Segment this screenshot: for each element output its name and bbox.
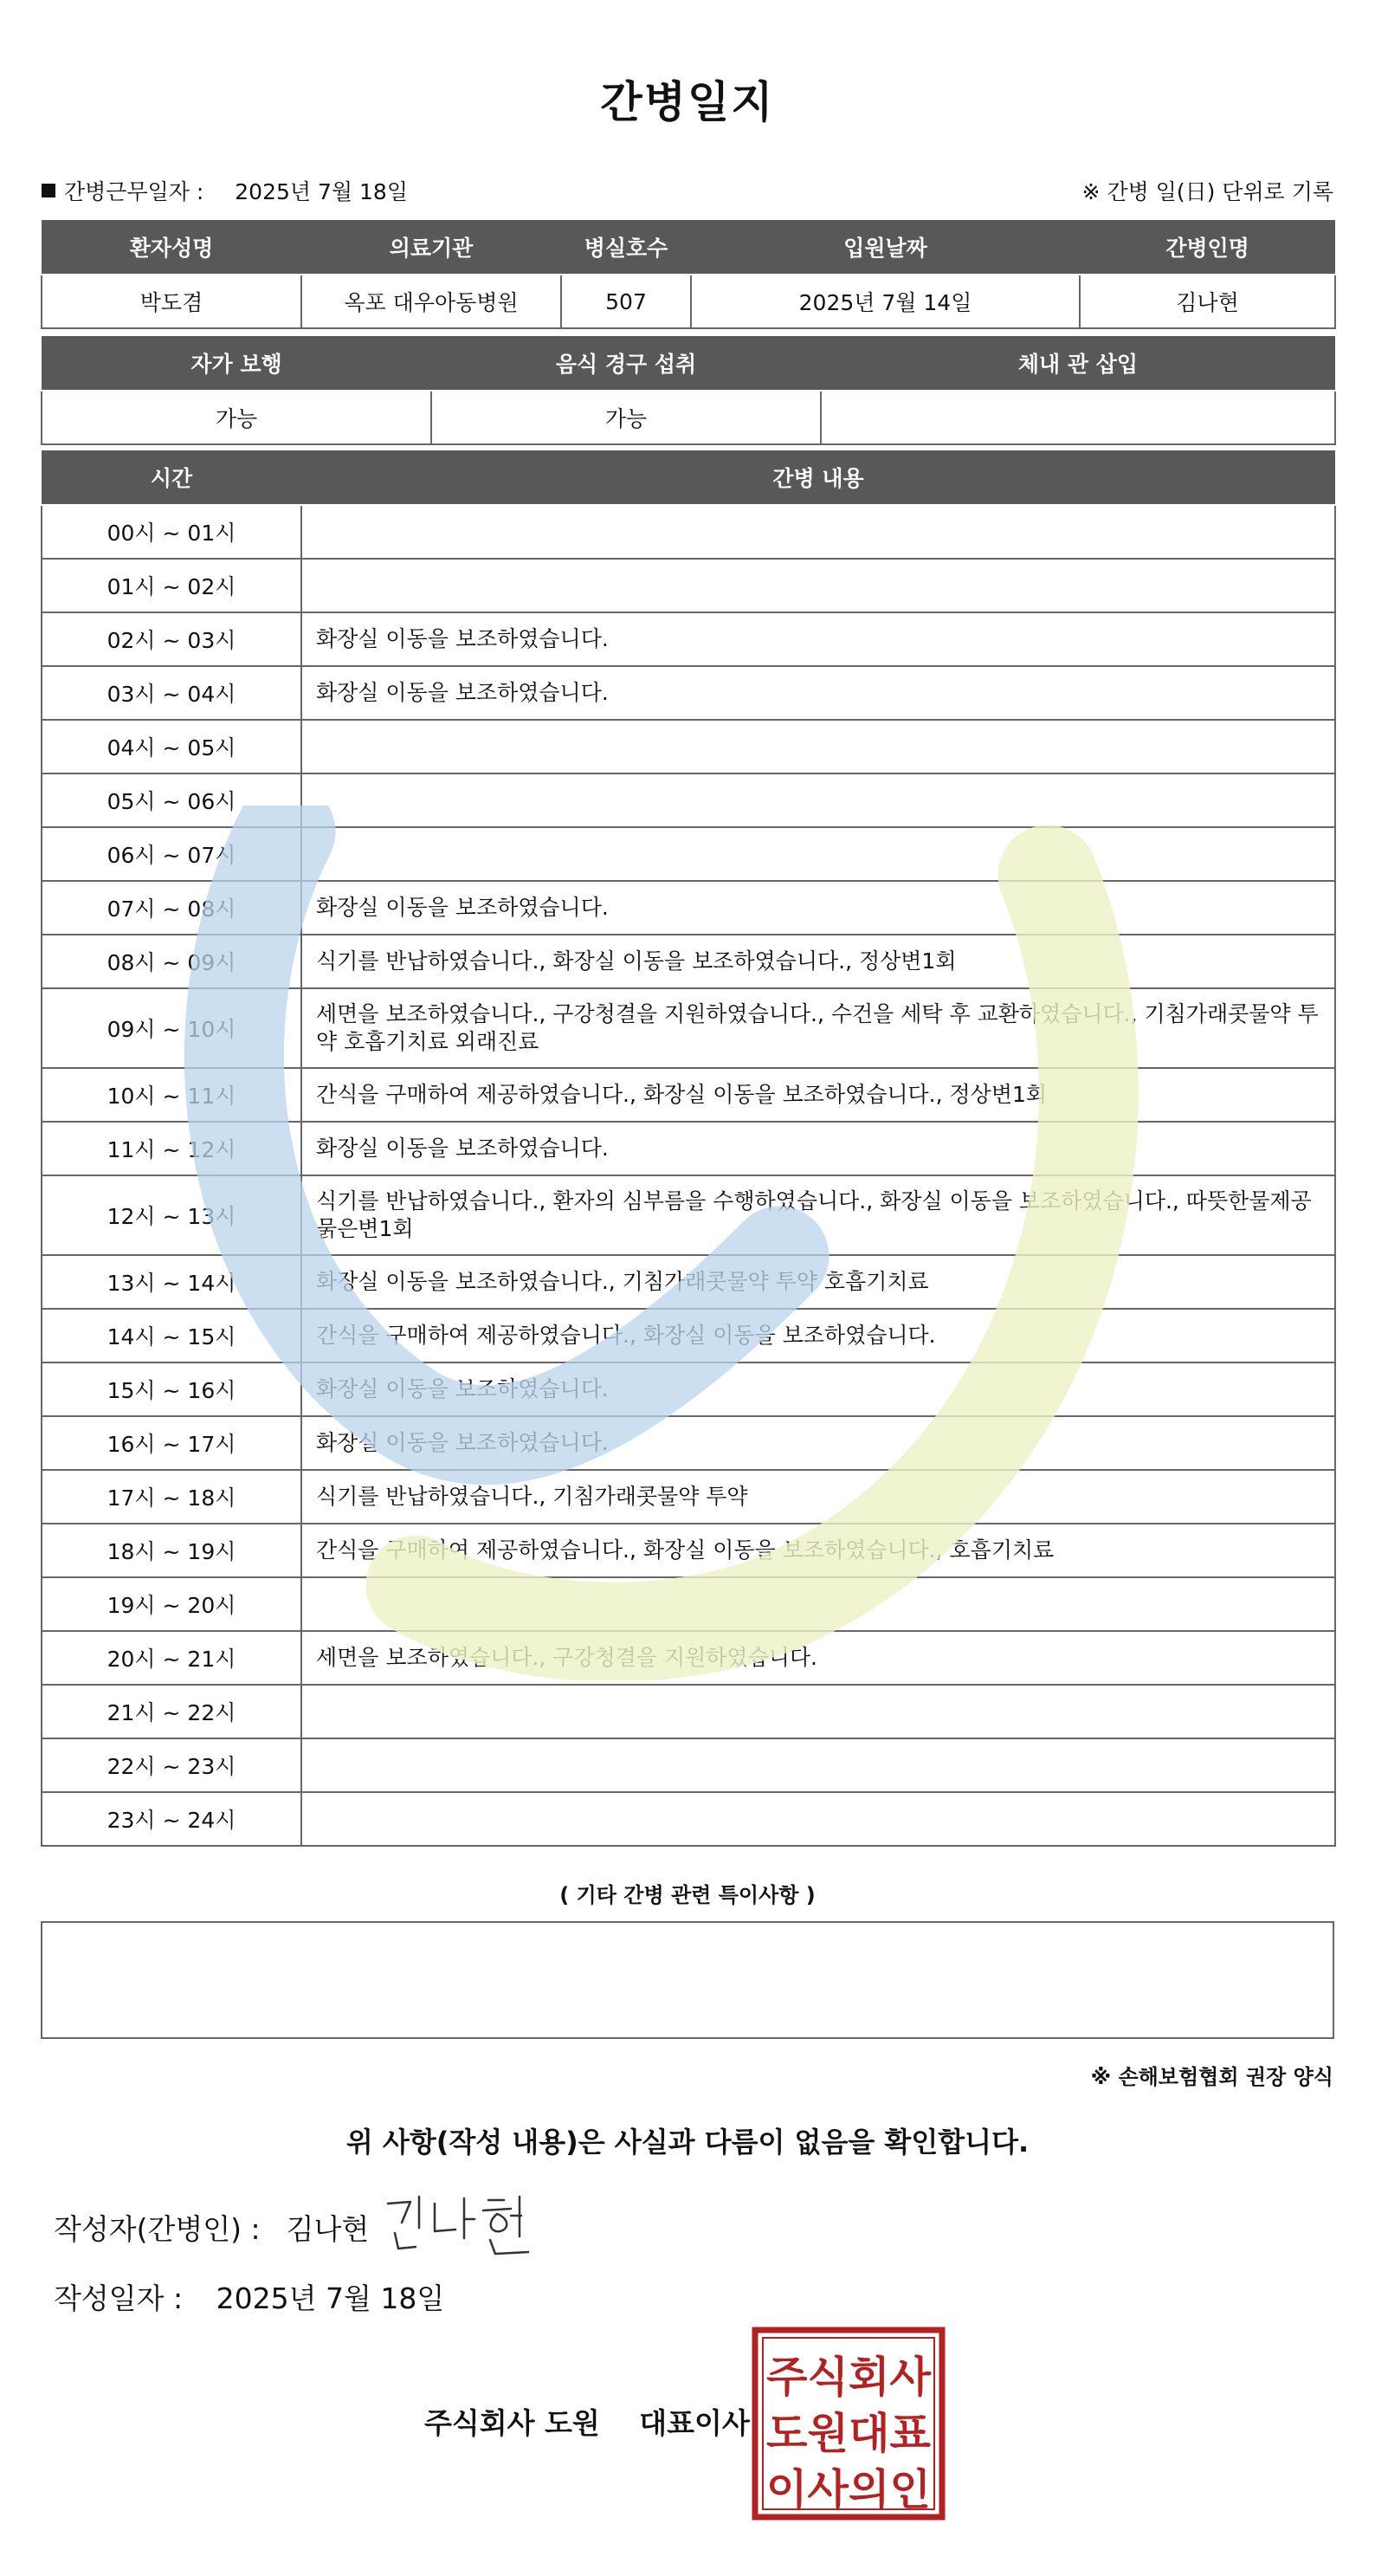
table-row [42,827,1335,881]
company-seal [752,2327,946,2521]
time-slot: 23시 ~ 24시 [42,1792,301,1846]
care-content [301,773,1335,827]
time-slot: 20시 ~ 21시 [42,1631,301,1685]
time-slot: 11시 ~ 12시 [42,1122,301,1175]
written-date-value: 2025년 7월 18일 [216,2282,445,2315]
time-slot: 02시 ~ 03시 [42,612,301,666]
table-row [42,935,1335,988]
table-row [42,1068,1335,1122]
tube-insertion [821,391,1335,444]
caregiver-name: 김나현 [1080,275,1335,328]
care-content: 화장실 이동을 보조하였습니다. [301,612,1335,666]
table-row [42,505,1335,559]
admission-date: 2025년 7월 14일 [691,275,1080,328]
time-slot: 15시 ~ 16시 [42,1362,301,1416]
writer-name: 김나현 [286,2212,370,2246]
care-content: 간식을 구매하여 제공하였습니다., 화장실 이동을 보조하였습니다. [301,1309,1335,1362]
care-content: 식기를 반납하였습니다., 환자의 심부름을 수행하였습니다., 화장실 이동을 보조하였습니다., 따뜻한물제공 묽은변1회 [301,1175,1335,1255]
care-content: 화장실 이동을 보조하였습니다. [301,1122,1335,1175]
care-log-table [41,449,1336,1847]
header-self-walking: 자가 보행 [42,335,431,391]
table-row [42,1470,1335,1524]
oral-intake: 가능 [431,391,821,444]
patient-info-table [41,218,1336,329]
care-content: 화장실 이동을 보조하였습니다. [301,1362,1335,1416]
table-row [42,1362,1335,1416]
care-content: 식기를 반납하였습니다., 화장실 이동을 보조하였습니다., 정상변1회 [301,935,1335,988]
seal-line-3: 이사의인 [766,2465,931,2515]
care-content: 세면을 보조하였습니다., 구강청결을 지원하였습니다. [301,1631,1335,1685]
confirmation-statement: 위 사항(작성 내용)은 사실과 다름이 없음을 확인합니다. [345,2126,1030,2159]
time-slot: 21시 ~ 22시 [42,1685,301,1738]
care-content: 화장실 이동을 보조하였습니다. [301,881,1335,935]
company-signoff [424,2401,750,2442]
remarks-title: ( 기타 간병 관련 특이사항 ) [559,1883,816,1907]
hospital: 옥포 대우아동병원 [301,275,561,328]
time-slot: 03시 ~ 04시 [42,666,301,720]
care-content [301,505,1335,559]
time-slot: 04시 ~ 05시 [42,720,301,773]
care-content [301,827,1335,881]
care-content: 간식을 구매하여 제공하였습니다., 화장실 이동을 보조하였습니다., 호흡기치료 [301,1524,1335,1577]
table-row [42,1416,1335,1470]
care-content [301,1738,1335,1792]
written-date-label: 작성일자 : [54,2282,184,2315]
care-content: 식기를 반납하였습니다., 기침가래콧물약 투약 [301,1470,1335,1524]
header-room: 병실호수 [561,219,691,275]
care-content: 화장실 이동을 보조하였습니다. [301,666,1335,720]
time-slot: 10시 ~ 11시 [42,1068,301,1122]
table-row [42,1175,1335,1255]
time-slot: 14시 ~ 15시 [42,1309,301,1362]
care-content [301,1685,1335,1738]
table-row [42,1309,1335,1362]
time-slot: 17시 ~ 18시 [42,1470,301,1524]
self-walking: 가능 [42,391,431,444]
table-row [42,666,1335,720]
table-row [42,988,1335,1068]
care-content: 간식을 구매하여 제공하였습니다., 화장실 이동을 보조하였습니다., 정상변1회 [301,1068,1335,1122]
time-slot: 16시 ~ 17시 [42,1416,301,1470]
time-slot: 22시 ~ 23시 [42,1738,301,1792]
header-time: 시간 [42,450,301,505]
time-slot: 06시 ~ 07시 [42,827,301,881]
table-row [42,1577,1335,1631]
patient-status-table [41,334,1336,445]
table-row [42,1685,1335,1738]
table-row [42,1122,1335,1175]
table-row [42,1792,1335,1846]
table-row [42,881,1335,935]
written-date-row [54,2276,444,2317]
header-care-content: 간병 내용 [301,450,1335,505]
time-slot: 01시 ~ 02시 [42,559,301,612]
care-content: 화장실 이동을 보조하였습니다., 기침가래콧물약 투약 호흡기치료 [301,1255,1335,1309]
time-slot: 09시 ~ 10시 [42,988,301,1068]
header-caregiver-name: 간병인명 [1080,219,1335,275]
time-slot: 07시 ~ 08시 [42,881,301,935]
table-row [42,559,1335,612]
table-row [42,1524,1335,1577]
square-bullet-icon [42,184,55,197]
unit-note: ※ 간병 일(日) 단위로 기록 [1081,179,1333,204]
table-row [42,773,1335,827]
seal-line-2: 도원대표 [766,2409,932,2458]
writer-row [54,2207,369,2248]
time-slot: 00시 ~ 01시 [42,505,301,559]
remarks-box [41,1921,1334,2039]
time-slot: 12시 ~ 13시 [42,1175,301,1255]
header-admission-date: 입원날짜 [691,219,1080,275]
care-content: 화장실 이동을 보조하였습니다. [301,1416,1335,1470]
patient-name: 박도겸 [42,275,301,328]
care-content [301,1792,1335,1846]
handwritten-signature [381,2188,537,2257]
header-tube-insertion: 체내 관 삽입 [821,335,1335,391]
work-date [42,175,408,206]
table-row [42,1738,1335,1792]
time-slot: 19시 ~ 20시 [42,1577,301,1631]
time-slot: 18시 ~ 19시 [42,1524,301,1577]
header-oral-intake: 음식 경구 섭취 [431,335,821,391]
table-row [42,1631,1335,1685]
company-name: 주식회사 도원 [424,2406,600,2440]
table-row [42,1255,1335,1309]
time-slot: 08시 ~ 09시 [42,935,301,988]
table-row [42,612,1335,666]
care-content [301,1577,1335,1631]
time-slot: 05시 ~ 06시 [42,773,301,827]
table-row [42,720,1335,773]
page-title: 간병일지 [600,77,775,127]
company-title: 대표이사 [639,2406,750,2440]
time-slot: 13시 ~ 14시 [42,1255,301,1309]
work-date-label: 간병근무일자 : [64,179,204,204]
header-hospital: 의료기관 [301,219,561,275]
writer-label: 작성자(간병인) : [54,2212,261,2246]
care-content: 세면을 보조하였습니다., 구강청결을 지원하였습니다., 수건을 세탁 후 교환하였습니다., 기침가래콧물약 투약 호흡기치료 외래진료 [301,988,1335,1068]
header-patient-name: 환자성명 [42,219,301,275]
care-content [301,559,1335,612]
care-content [301,720,1335,773]
source-note: ※ 손해보험협회 권장 양식 [1090,2065,1333,2089]
seal-line-1: 주식회사 [766,2353,932,2402]
room-number: 507 [561,275,691,328]
work-date-value: 2025년 7월 18일 [235,179,408,204]
